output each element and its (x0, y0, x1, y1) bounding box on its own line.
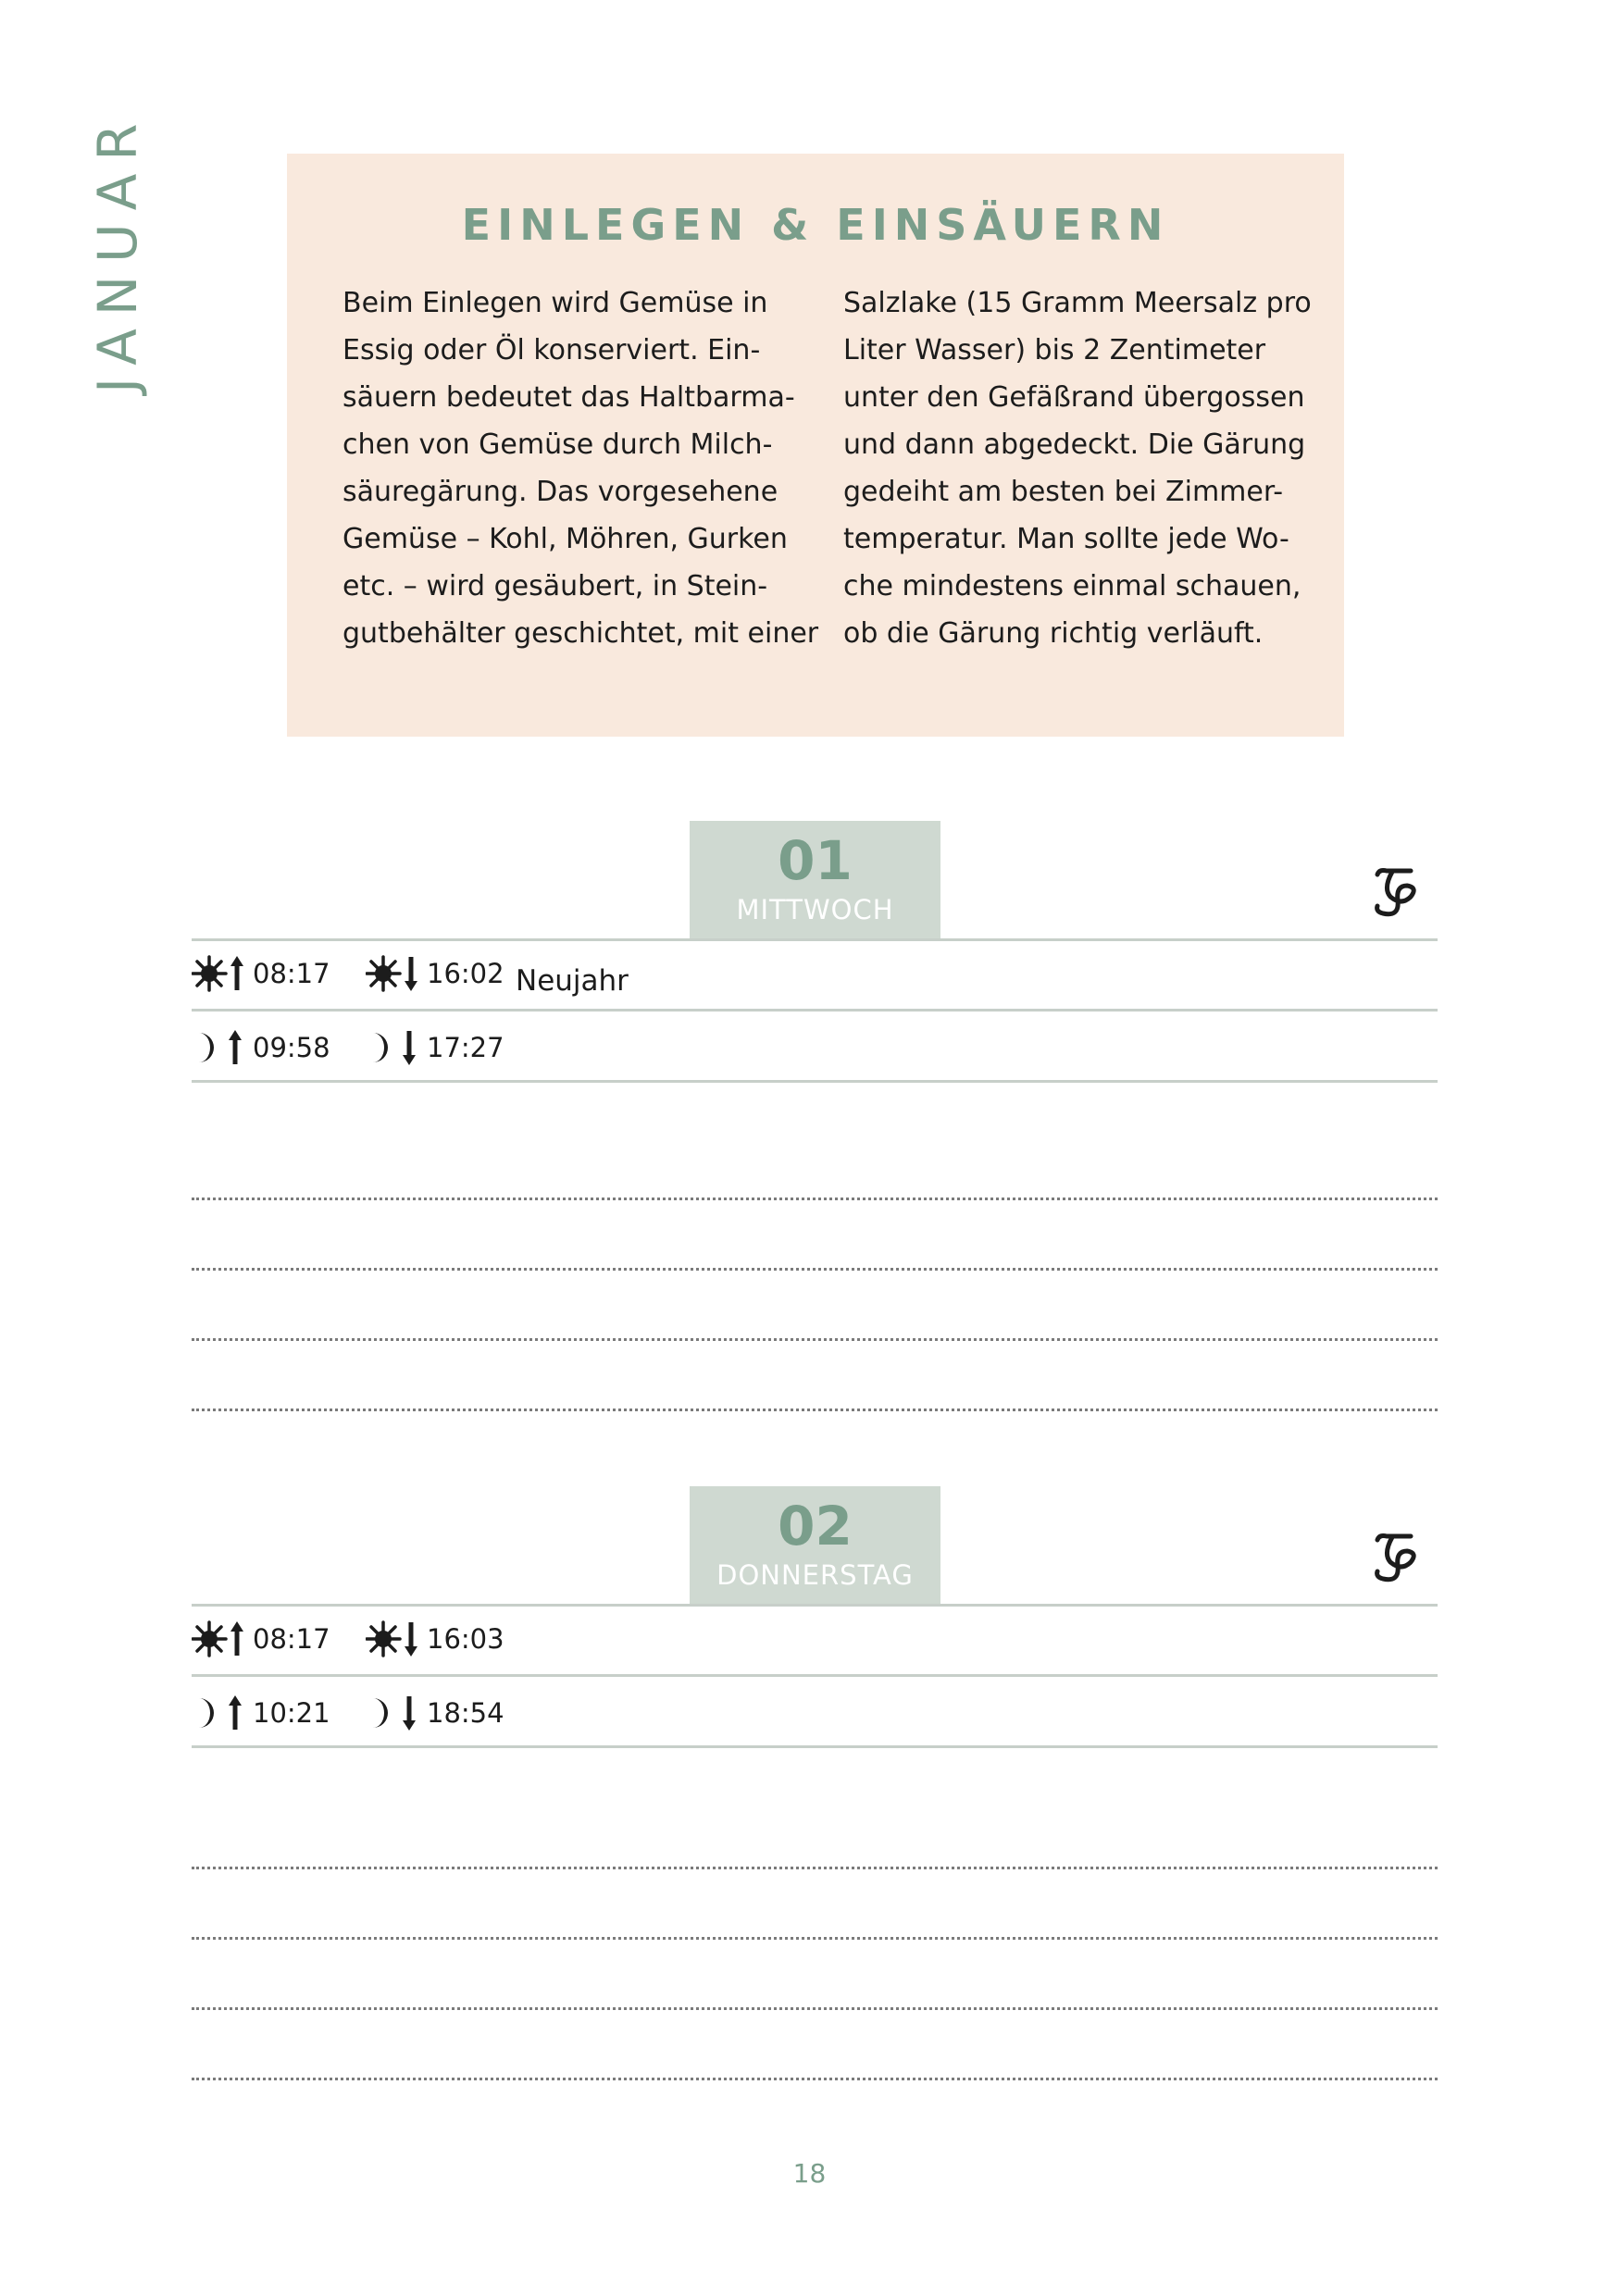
note-line[interactable] (192, 1409, 1438, 1411)
text-line: gedeiht am besten bei Zimmer- (843, 476, 1284, 508)
info-box-title: EINLEGEN & EINSÄUERN (461, 200, 1170, 250)
rule-line (192, 938, 1438, 941)
weekday-label: MITTWOCH (736, 894, 894, 925)
weekday-label: DONNERSTAG (716, 1559, 914, 1591)
text-line: säuregärung. Das vorgesehene (342, 476, 778, 508)
moonset-entry (366, 1027, 504, 1068)
note-line[interactable] (192, 1937, 1438, 1940)
moonrise-time: 10:21 (253, 1697, 330, 1729)
rule-line (192, 1604, 1438, 1607)
day-tab (690, 821, 940, 939)
text-line: chen von Gemüse durch Milch- (342, 428, 773, 461)
sunrise-entry (192, 1619, 330, 1659)
moonrise-entry (192, 1693, 330, 1733)
note-line[interactable] (192, 1268, 1438, 1271)
sunrise-entry (192, 953, 330, 994)
text-line: etc. – wird gesäubert, in Stein- (342, 570, 768, 602)
moonset-entry (366, 1693, 504, 1733)
holiday-label: Neujahr (516, 964, 629, 998)
sunset-icon (366, 1620, 419, 1657)
info-box (287, 154, 1344, 737)
sunrise-time: 08:17 (253, 958, 330, 989)
month-label: JANUAR (86, 110, 149, 393)
text-line: temperatur. Man sollte jede Wo- (843, 523, 1289, 555)
text-line: Beim Einlegen wird Gemüse in (342, 287, 768, 319)
moonrise-time: 09:58 (253, 1032, 330, 1063)
info-box-left-column (342, 279, 819, 657)
day-number: 02 (778, 1495, 853, 1558)
moonset-time: 17:27 (427, 1032, 504, 1063)
day-tab (690, 1486, 940, 1605)
text-line: ob die Gärung richtig verläuft. (843, 617, 1264, 650)
sunset-entry (366, 1619, 504, 1659)
sunset-entry (366, 953, 504, 994)
text-line: gutbehälter geschichtet, mit einer (342, 617, 819, 650)
note-line[interactable] (192, 1198, 1438, 1200)
text-line: und dann abgedeckt. Die Gärung (843, 428, 1306, 461)
moonrise-icon (192, 1694, 245, 1731)
text-line: säuern bedeutet das Haltbarma- (342, 381, 795, 414)
capricorn-icon (1370, 1531, 1426, 1586)
text-line: Salzlake (15 Gramm Meersalz pro (843, 287, 1312, 319)
moonset-time: 18:54 (427, 1697, 504, 1729)
info-box-right-column (843, 279, 1312, 657)
text-line: Essig oder Öl konserviert. Ein- (342, 334, 761, 366)
capricorn-icon (1370, 865, 1426, 921)
note-line[interactable] (192, 1867, 1438, 1869)
day-number: 01 (778, 829, 853, 892)
sunset-time: 16:03 (427, 1623, 504, 1655)
sunrise-time: 08:17 (253, 1623, 330, 1655)
text-line: Liter Wasser) bis 2 Zentimeter (843, 334, 1266, 366)
page-number: 18 (792, 2158, 827, 2189)
moonrise-entry (192, 1027, 330, 1068)
moonset-icon (366, 1029, 419, 1066)
moonset-icon (366, 1694, 419, 1731)
sunset-time: 16:02 (427, 958, 504, 989)
sunset-icon (366, 955, 419, 992)
text-line: Gemüse – Kohl, Möhren, Gurken (342, 523, 788, 555)
rule-line (192, 1745, 1438, 1748)
text-line: che mindestens einmal schauen, (843, 570, 1301, 602)
note-line[interactable] (192, 2007, 1438, 2010)
note-line[interactable] (192, 2078, 1438, 2080)
sunrise-icon (192, 955, 245, 992)
sunrise-icon (192, 1620, 245, 1657)
rule-line (192, 1009, 1438, 1011)
rule-line (192, 1674, 1438, 1677)
rule-line (192, 1080, 1438, 1083)
note-line[interactable] (192, 1338, 1438, 1341)
text-line: unter den Gefäßrand übergossen (843, 381, 1305, 414)
moonrise-icon (192, 1029, 245, 1066)
